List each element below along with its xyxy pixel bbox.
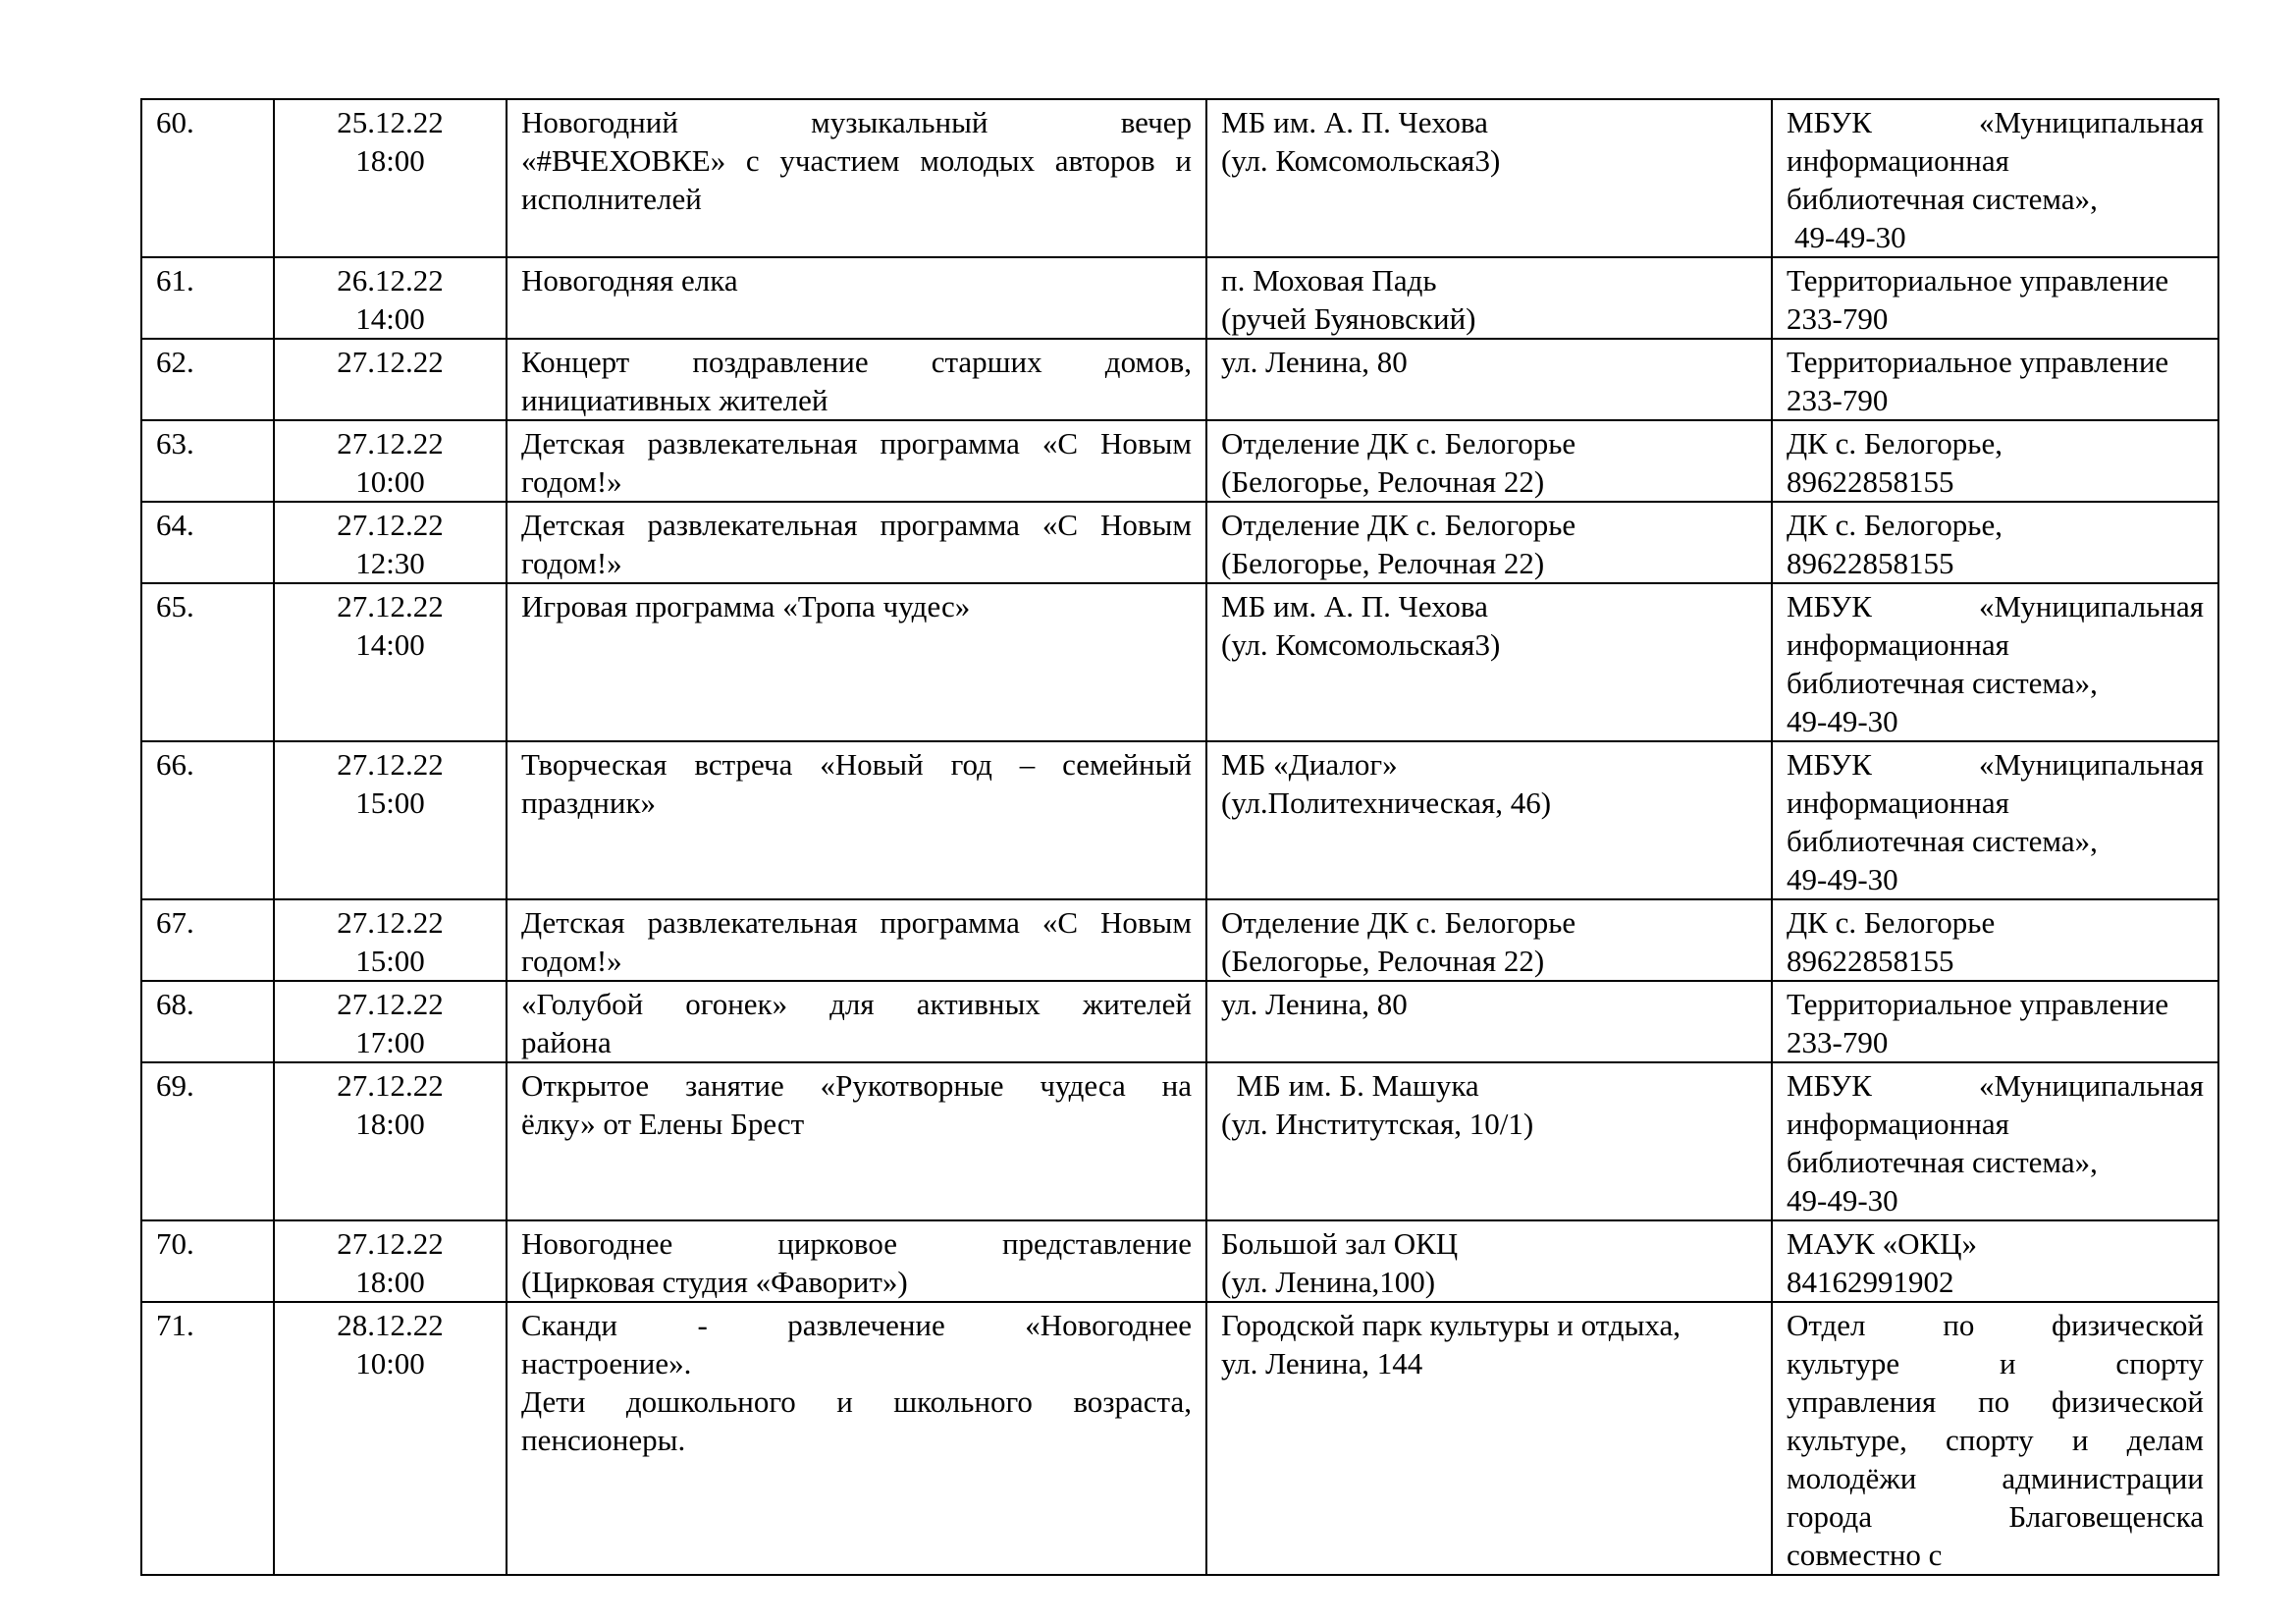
event-name-line: годом!»: [521, 944, 622, 978]
table-row: [141, 339, 2218, 420]
date-time-cell: [274, 502, 507, 583]
event-name-cell: [507, 257, 1206, 339]
row-number: 60.: [141, 99, 274, 257]
organizer-line: управления по физической: [1787, 1384, 2204, 1419]
table-row: [141, 899, 2218, 981]
organizer-line: 233-790: [1787, 301, 1889, 336]
venue-cell: [1206, 1220, 1772, 1302]
organizer-cell: [1772, 1220, 2218, 1302]
event-date: 26.12.22: [337, 263, 444, 298]
venue-line: (Белогорье, Релочная 22): [1221, 464, 1545, 499]
date-time-cell: [274, 420, 507, 502]
organizer-line: ДК с. Белогорье,: [1787, 426, 2002, 460]
event-name-line: годом!»: [521, 546, 622, 580]
date-time-cell: [274, 339, 507, 420]
organizer-line: МБУК «Муниципальная: [1787, 589, 2204, 623]
table-row: [141, 741, 2218, 899]
organizer-line: молодёжи администрации: [1787, 1461, 2204, 1495]
venue-cell: [1206, 741, 1772, 899]
event-name-cell: [507, 981, 1206, 1062]
organizer-line: 89622858155: [1787, 944, 1954, 978]
event-name-cell: [507, 741, 1206, 899]
organizer-line: 233-790: [1787, 383, 1889, 417]
row-number: 66.: [141, 741, 274, 899]
event-name-cell: [507, 583, 1206, 741]
organizer-line: 49-49-30: [1794, 220, 1906, 254]
organizer-line: 84162991902: [1787, 1265, 1954, 1299]
event-name-cell: [507, 899, 1206, 981]
event-name-line: годом!»: [521, 464, 622, 499]
venue-cell: [1206, 257, 1772, 339]
organizer-line: ДК с. Белогорье: [1787, 905, 1996, 940]
event-name-cell: [507, 339, 1206, 420]
event-name-line: «#ВЧЕХОВКЕ» с участием молодых авторов и: [521, 143, 1192, 178]
venue-cell: [1206, 99, 1772, 257]
row-number: 61.: [141, 257, 274, 339]
event-time: 15:00: [355, 944, 425, 978]
venue-line: Отделение ДК с. Белогорье: [1221, 426, 1576, 460]
events-table: [140, 98, 2219, 1576]
event-time: 18:00: [355, 1107, 425, 1141]
event-name-line: настроение».: [521, 1346, 692, 1380]
event-date: 27.12.22: [337, 1226, 444, 1261]
event-name-line: Дети дошкольного и школьного возраста,: [521, 1384, 1192, 1419]
table-row: [141, 1062, 2218, 1220]
organizer-line: 89622858155: [1787, 464, 1954, 499]
organizer-line: МБУК «Муниципальная: [1787, 105, 2204, 139]
event-date: 27.12.22: [337, 905, 444, 940]
event-name-line: Детская развлекательная программа «С Новым: [521, 508, 1192, 542]
organizer-line: 89622858155: [1787, 546, 1954, 580]
event-name-line: Открытое занятие «Рукотворные чудеса на: [521, 1068, 1192, 1103]
event-date: 27.12.22: [337, 345, 444, 379]
organizer-line: библиотечная система»,: [1787, 666, 2098, 700]
venue-cell: [1206, 1302, 1772, 1575]
venue-line: (ул. Институтская, 10/1): [1221, 1107, 1534, 1141]
venue-line: Отделение ДК с. Белогорье: [1221, 905, 1576, 940]
table-row: [141, 420, 2218, 502]
date-time-cell: [274, 1062, 507, 1220]
organizer-cell: [1772, 981, 2218, 1062]
row-number: 69.: [141, 1062, 274, 1220]
event-name-line: Концерт поздравление старших домов,: [521, 345, 1192, 379]
organizer-cell: [1772, 741, 2218, 899]
event-time: 18:00: [355, 143, 425, 178]
date-time-cell: [274, 583, 507, 741]
event-date: 27.12.22: [337, 589, 444, 623]
event-name-line: Детская развлекательная программа «С Новым: [521, 426, 1192, 460]
event-date: 27.12.22: [337, 747, 444, 782]
event-time: 17:00: [355, 1025, 425, 1059]
row-number: 67.: [141, 899, 274, 981]
venue-line: Большой зал ОКЦ: [1221, 1226, 1459, 1261]
row-number: 64.: [141, 502, 274, 583]
venue-line: ул. Ленина, 144: [1221, 1346, 1423, 1380]
organizer-line: информационная: [1787, 143, 2009, 178]
event-date: 25.12.22: [337, 105, 444, 139]
event-name-cell: [507, 99, 1206, 257]
date-time-cell: [274, 99, 507, 257]
table-row: [141, 1220, 2218, 1302]
organizer-cell: [1772, 339, 2218, 420]
venue-cell: [1206, 899, 1772, 981]
event-name-line: Сканди - развлечение «Новогоднее: [521, 1308, 1192, 1342]
table-row: [141, 257, 2218, 339]
organizer-line: информационная: [1787, 1107, 2009, 1141]
organizer-line: МБУК «Муниципальная: [1787, 747, 2204, 782]
row-number: 71.: [141, 1302, 274, 1575]
event-name-line: Творческая встреча «Новый год – семейный: [521, 747, 1192, 782]
organizer-line: МБУК «Муниципальная: [1787, 1068, 2204, 1103]
organizer-cell: [1772, 502, 2218, 583]
event-name-cell: [507, 420, 1206, 502]
venue-line: (Белогорье, Релочная 22): [1221, 546, 1545, 580]
event-time: 12:30: [355, 546, 425, 580]
venue-line: МБ им. А. П. Чехова: [1221, 589, 1488, 623]
date-time-cell: [274, 1220, 507, 1302]
organizer-line: библиотечная система»,: [1787, 1145, 2098, 1179]
event-name-line: исполнителей: [521, 182, 702, 216]
date-time-cell: [274, 741, 507, 899]
venue-line: (ул. Комсомольская3): [1221, 627, 1501, 662]
event-time: 10:00: [355, 464, 425, 499]
venue-line: Городской парк культуры и отдыха,: [1221, 1308, 1681, 1342]
venue-line: ул. Ленина, 80: [1221, 987, 1408, 1021]
venue-cell: [1206, 583, 1772, 741]
row-number: 63.: [141, 420, 274, 502]
date-time-cell: [274, 1302, 507, 1575]
organizer-line: библиотечная система»,: [1787, 824, 2098, 858]
event-name-line: праздник»: [521, 785, 657, 820]
date-time-cell: [274, 981, 507, 1062]
event-name-line: Новогоднее цирковое представление: [521, 1226, 1192, 1261]
organizer-line: культуре, спорту и делам: [1787, 1423, 2204, 1457]
organizer-line: 49-49-30: [1787, 1183, 1898, 1218]
event-name-line: района: [521, 1025, 612, 1059]
organizer-line: ДК с. Белогорье,: [1787, 508, 2002, 542]
organizer-line: информационная: [1787, 627, 2009, 662]
event-time: 14:00: [355, 301, 425, 336]
event-name-line: Новогодняя елка: [521, 263, 738, 298]
venue-line: (ул. Комсомольская3): [1221, 143, 1501, 178]
venue-cell: [1206, 1062, 1772, 1220]
event-date: 28.12.22: [337, 1308, 444, 1342]
event-name-line: Новогодний музыкальный вечер: [521, 105, 1192, 139]
organizer-line: Территориальное управление: [1787, 987, 2169, 1021]
organizer-cell: [1772, 99, 2218, 257]
table-row: [141, 99, 2218, 257]
organizer-line: информационная: [1787, 785, 2009, 820]
venue-cell: [1206, 502, 1772, 583]
date-time-cell: [274, 899, 507, 981]
organizer-line: Территориальное управление: [1787, 263, 2169, 298]
table-row: [141, 502, 2218, 583]
organizer-line: 233-790: [1787, 1025, 1889, 1059]
row-number: 68.: [141, 981, 274, 1062]
venue-line: (ул. Ленина,100): [1221, 1265, 1436, 1299]
table-row: [141, 981, 2218, 1062]
venue-line: (ручей Буяновский): [1221, 301, 1476, 336]
event-time: 10:00: [355, 1346, 425, 1380]
events-table-body: [141, 99, 2218, 1575]
event-name-line: инициативных жителей: [521, 383, 828, 417]
row-number: 65.: [141, 583, 274, 741]
venue-cell: [1206, 420, 1772, 502]
event-name-line: (Цирковая студия «Фаворит»): [521, 1265, 908, 1299]
organizer-cell: [1772, 1062, 2218, 1220]
venue-cell: [1206, 339, 1772, 420]
organizer-line: культуре и спорту: [1787, 1346, 2204, 1380]
venue-line: Отделение ДК с. Белогорье: [1221, 508, 1576, 542]
event-date: 27.12.22: [337, 1068, 444, 1103]
event-name-cell: [507, 502, 1206, 583]
event-name-cell: [507, 1062, 1206, 1220]
event-time: 18:00: [355, 1265, 425, 1299]
table-row: [141, 583, 2218, 741]
venue-line: МБ «Диалог»: [1221, 747, 1398, 782]
event-name-line: Игровая программа «Тропа чудес»: [521, 589, 971, 623]
venue-line: МБ им. Б. Машука: [1221, 1068, 1479, 1103]
organizer-line: Отдел по физической: [1787, 1308, 2204, 1342]
venue-line: МБ им. А. П. Чехова: [1221, 105, 1488, 139]
event-name-line: ёлку» от Елены Брест: [521, 1107, 805, 1141]
date-time-cell: [274, 257, 507, 339]
organizer-cell: [1772, 899, 2218, 981]
venue-line: п. Моховая Падь: [1221, 263, 1437, 298]
event-name-line: «Голубой огонек» для активных жителей: [521, 987, 1192, 1021]
organizer-line: города Благовещенска: [1787, 1499, 2204, 1534]
organizer-cell: [1772, 257, 2218, 339]
event-date: 27.12.22: [337, 426, 444, 460]
organizer-line: совместно с: [1787, 1538, 1943, 1572]
event-date: 27.12.22: [337, 987, 444, 1021]
table-row: [141, 1302, 2218, 1575]
event-name-line: Детская развлекательная программа «С Новым: [521, 905, 1192, 940]
venue-line: (ул.Политехническая, 46): [1221, 785, 1552, 820]
venue-line: ул. Ленина, 80: [1221, 345, 1408, 379]
event-date: 27.12.22: [337, 508, 444, 542]
organizer-cell: [1772, 583, 2218, 741]
organizer-line: Территориальное управление: [1787, 345, 2169, 379]
organizer-line: библиотечная система»,: [1787, 182, 2098, 216]
row-number: 70.: [141, 1220, 274, 1302]
organizer-cell: [1772, 420, 2218, 502]
venue-line: (Белогорье, Релочная 22): [1221, 944, 1545, 978]
venue-cell: [1206, 981, 1772, 1062]
organizer-cell: [1772, 1302, 2218, 1575]
event-name-cell: [507, 1220, 1206, 1302]
organizer-line: 49-49-30: [1787, 862, 1898, 896]
event-name-line: пенсионеры.: [521, 1423, 686, 1457]
organizer-line: 49-49-30: [1787, 704, 1898, 738]
event-time: 15:00: [355, 785, 425, 820]
event-name-cell: [507, 1302, 1206, 1575]
organizer-line: МАУК «ОКЦ»: [1787, 1226, 1978, 1261]
row-number: 62.: [141, 339, 274, 420]
event-time: 14:00: [355, 627, 425, 662]
